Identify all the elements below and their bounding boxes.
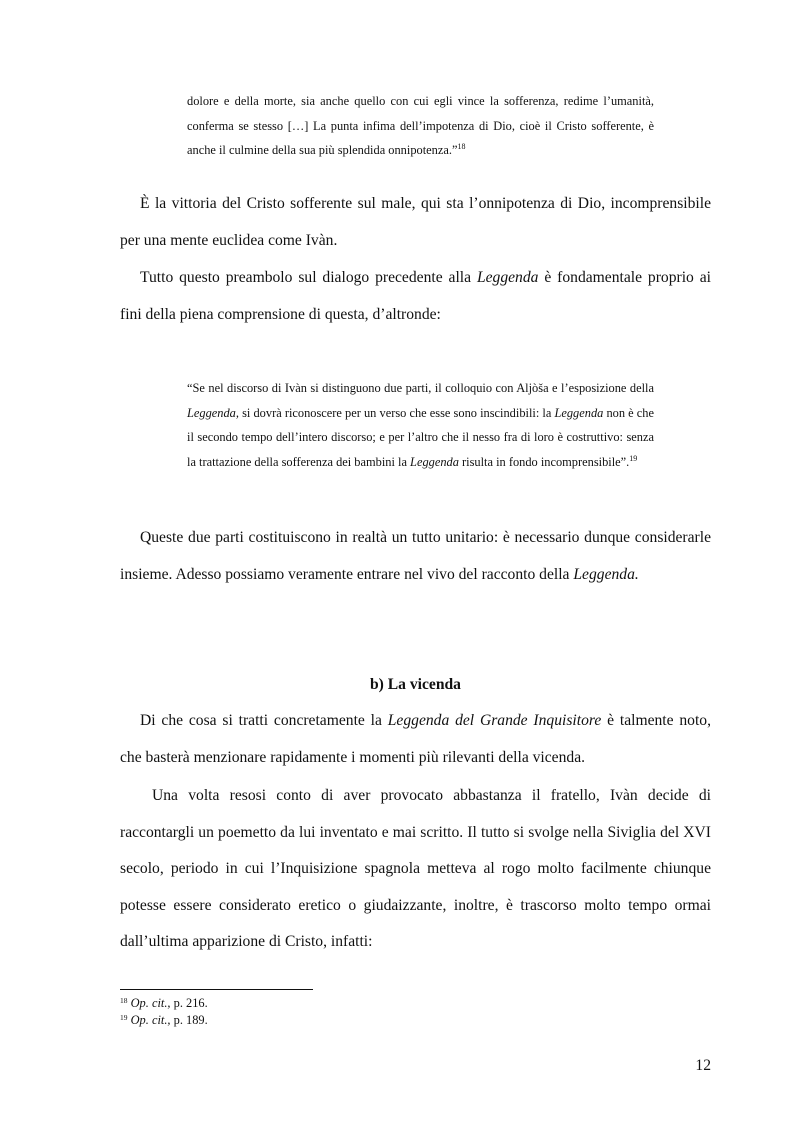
block-quote-2 xyxy=(187,376,654,474)
quote-2-text-c: non è che il secondo tempo dell’intero discorso; e per l’altro che il nesso fra di loro è costruttivo: senza la trattazione della sofferenza dei bambini la xyxy=(187,405,654,469)
page-number: 12 xyxy=(695,1057,711,1074)
paragraph-4 xyxy=(120,703,711,776)
quote-2-text-a: “Se nel discorso di Ivàn si distinguono due parti, il colloquio con Aljòša e l’esposizione della xyxy=(187,381,654,395)
block-quote-1 xyxy=(187,89,654,163)
paragraph-2-title: Leggenda xyxy=(476,269,539,286)
paragraph-5: Una volta resosi conto di aver provocato abbastanza il fratello, Ivàn decide di raccontargli un poemetto da lui inventato e mai scritto. Il tutto si svolge nella Siviglia del XVI secolo, periodo in cui l’Inquisizione spagnola metteva al rogo molto facilmente chiunque potesse essere considerato eretico o giudaizzante, inoltre, è trascorso molto tempo ormai dall’ultima apparizione di Cristo, infatti: xyxy=(120,787,711,951)
footnote-19-source: Op. cit., xyxy=(130,1013,171,1027)
footnote-18-page: p. 216. xyxy=(170,996,208,1010)
paragraph-1: È la vittoria del Cristo sofferente sul male, qui sta l’onnipotenza di Dio, incomprensibile per una mente euclidea come Ivàn. xyxy=(120,195,711,249)
footnote-19-number: 19 xyxy=(120,1013,128,1022)
paragraph-4-title: Leggenda del Grande Inquisitore xyxy=(387,712,602,729)
paragraph-2-text-b: è fondamentale proprio ai fini della piena comprensione di questa, d’altronde: xyxy=(120,269,711,323)
paragraph-4-text-b: è talmente noto, che basterà menzionare rapidamente i momenti più rilevanti della vicenda. xyxy=(120,712,711,766)
footnote-ref-19[interactable]: 19 xyxy=(629,453,638,463)
paragraph-3 xyxy=(120,520,711,593)
footnote-18-number: 18 xyxy=(120,996,128,1005)
quote-2-title-2: Leggenda xyxy=(554,405,604,420)
paragraph-3-title: Leggenda. xyxy=(573,565,639,583)
paragraph-2-text-a: Tutto questo preambolo sul dialogo precedente alla xyxy=(140,269,477,286)
footnote-separator xyxy=(120,989,313,990)
footnote-18 xyxy=(120,996,208,1010)
footnote-18-source: Op. cit., xyxy=(130,996,171,1010)
paragraph-2 xyxy=(120,260,711,333)
quote-2-title-3: Leggenda xyxy=(410,454,459,469)
section-heading: b) La vicenda xyxy=(370,676,461,693)
quote-2-text-d: risulta in fondo incomprensibile”. xyxy=(458,454,630,469)
footnote-ref-18[interactable]: 18 xyxy=(457,142,466,151)
quote-1-paragraph xyxy=(187,89,654,163)
quote-2-paragraph xyxy=(187,376,654,474)
footnote-19 xyxy=(120,1013,208,1027)
quote-1-text: dolore e della morte, sia anche quello con cui egli vince la sofferenza, redime l’umanità, conferma se stesso […] La punta infima dell’impotenza di Dio, cioè il Cristo sofferente, è anche il culmine della sua più splendida onnipotenza.” xyxy=(187,94,654,157)
paragraph-4-text-a: Di che cosa si tratti concretamente la xyxy=(140,712,388,729)
footnote-19-page: p. 189. xyxy=(170,1013,208,1027)
quote-2-text-b: si dovrà riconoscere per un verso che esse sono inscindibili: la xyxy=(238,405,555,420)
paragraph-3-text: Queste due parti costituiscono in realtà un tutto unitario: è necessario dunque considerarle insieme. Adesso possiamo veramente entrare nel vivo del racconto della xyxy=(120,529,711,583)
quote-2-title-1: Leggenda, xyxy=(187,405,239,420)
